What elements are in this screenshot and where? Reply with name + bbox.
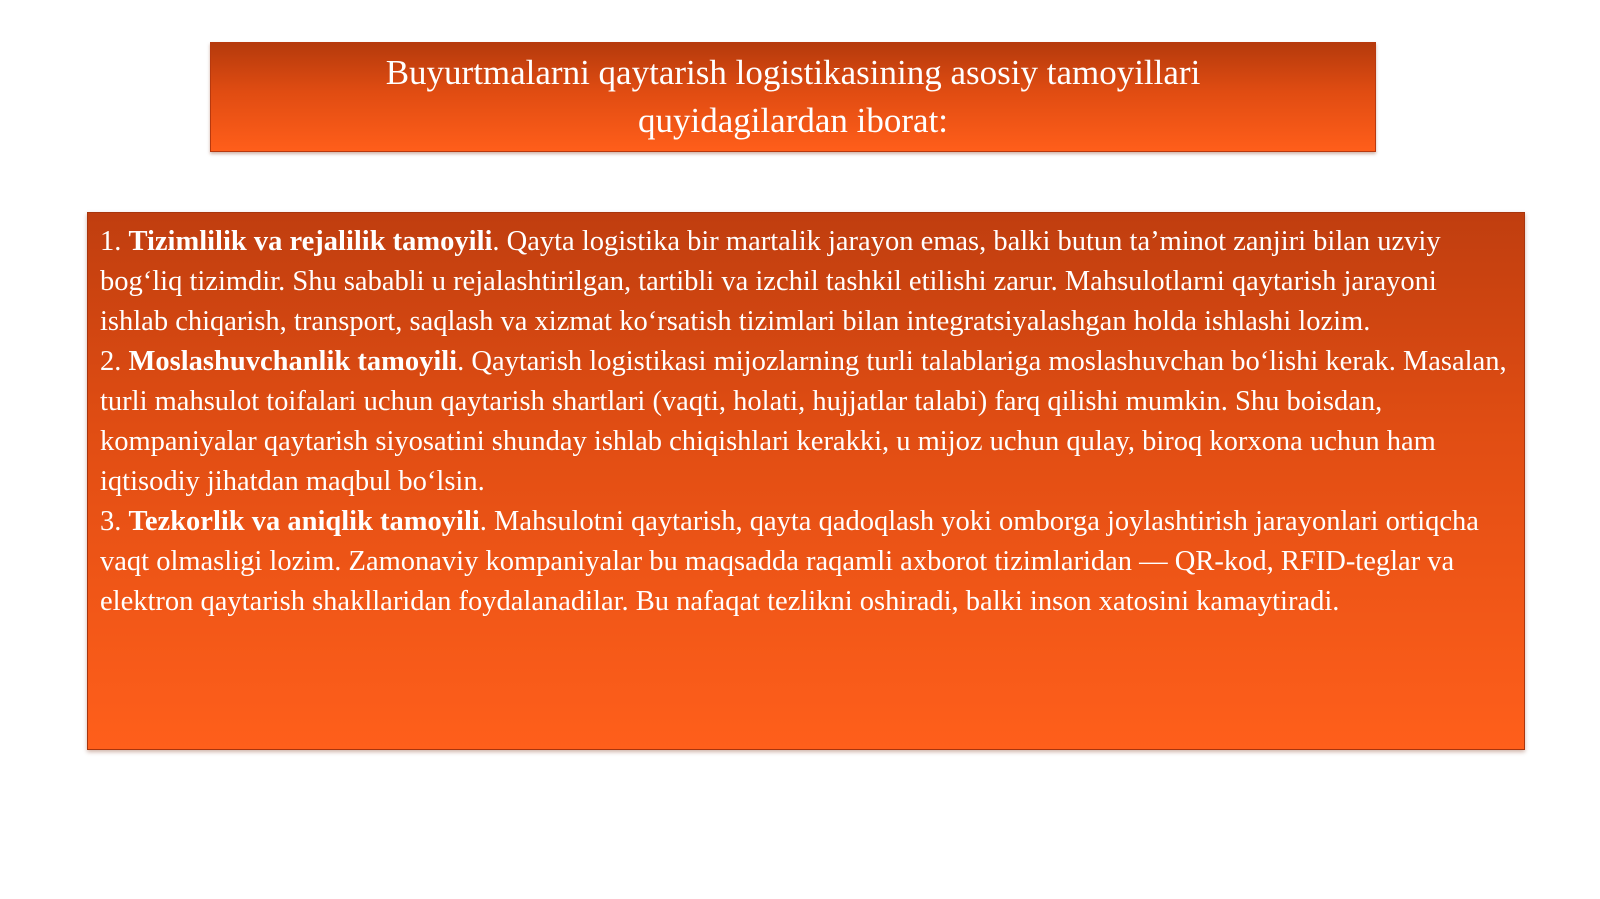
principle-2-heading: Moslashuvchanlik tamoyili (128, 346, 458, 377)
slide-title: Buyurtmalarni qaytarish logistikasining asosiy tamoyillari quyidagilardan iborat: (385, 53, 1201, 140)
principle-3-body: . Mahsulotni qaytarish, qayta qadoqlash yoki omborga joylashtirish jarayonlari ortiqcha vaqt olmasligi lozim. Zamonaviy kompaniyalar bu maqsadda raqamli axborot tizimlaridan — QR-kod, RFID-teglar va elektron qaytarish shakllaridan foydalanadilar. Bu nafaqat tezlikni oshiradi, balki inson xatosini kamaytiradi. (100, 506, 1479, 617)
principles-box (87, 212, 1525, 750)
principle-2-body: . Qaytarish logistikasi mijozlarning turli talablariga moslashuvchan bo‘lishi kerak. Masalan, turli mahsulot toifalari uchun qaytarish shartlari (vaqti, holati, hujjatlar talabi) farq qilishi mumkin. Shu boisdan, kompaniyalar qaytarish siyosatini shunday ishlab chiqishlari kerakki, u mijoz uchun qulay, biroq korxona uchun ham iqtisodiy jihatdan maqbul bo‘lsin. (100, 346, 1507, 497)
principle-1-heading: Tizimlilik va rejalilik tamoyili (128, 226, 493, 257)
principle-1-body: . Qayta logistika bir martalik jarayon emas, balki butun ta’minot zanjiri bilan uzviy bog‘liq tizimdir. Shu sababli u rejalashtirilgan, tartibli va izchil tashkil etilishi zarur. Mahsulotlarni qaytarish jarayoni ishlab chiqarish, transport, saqlash va xizmat ko‘rsatish tizimlari bilan integratsiyalashgan holda ishlashi lozim. (100, 226, 1441, 337)
principle-2-number: 2. (100, 346, 129, 377)
principle-3-number: 3. (100, 506, 129, 537)
principle-3-heading: Tezkorlik va aniqlik tamoyili (128, 506, 480, 537)
principle-2 (100, 342, 1512, 502)
principle-1-number: 1. (100, 226, 129, 257)
principle-1 (100, 222, 1512, 342)
principle-3 (100, 502, 1512, 622)
title-box (210, 42, 1376, 152)
